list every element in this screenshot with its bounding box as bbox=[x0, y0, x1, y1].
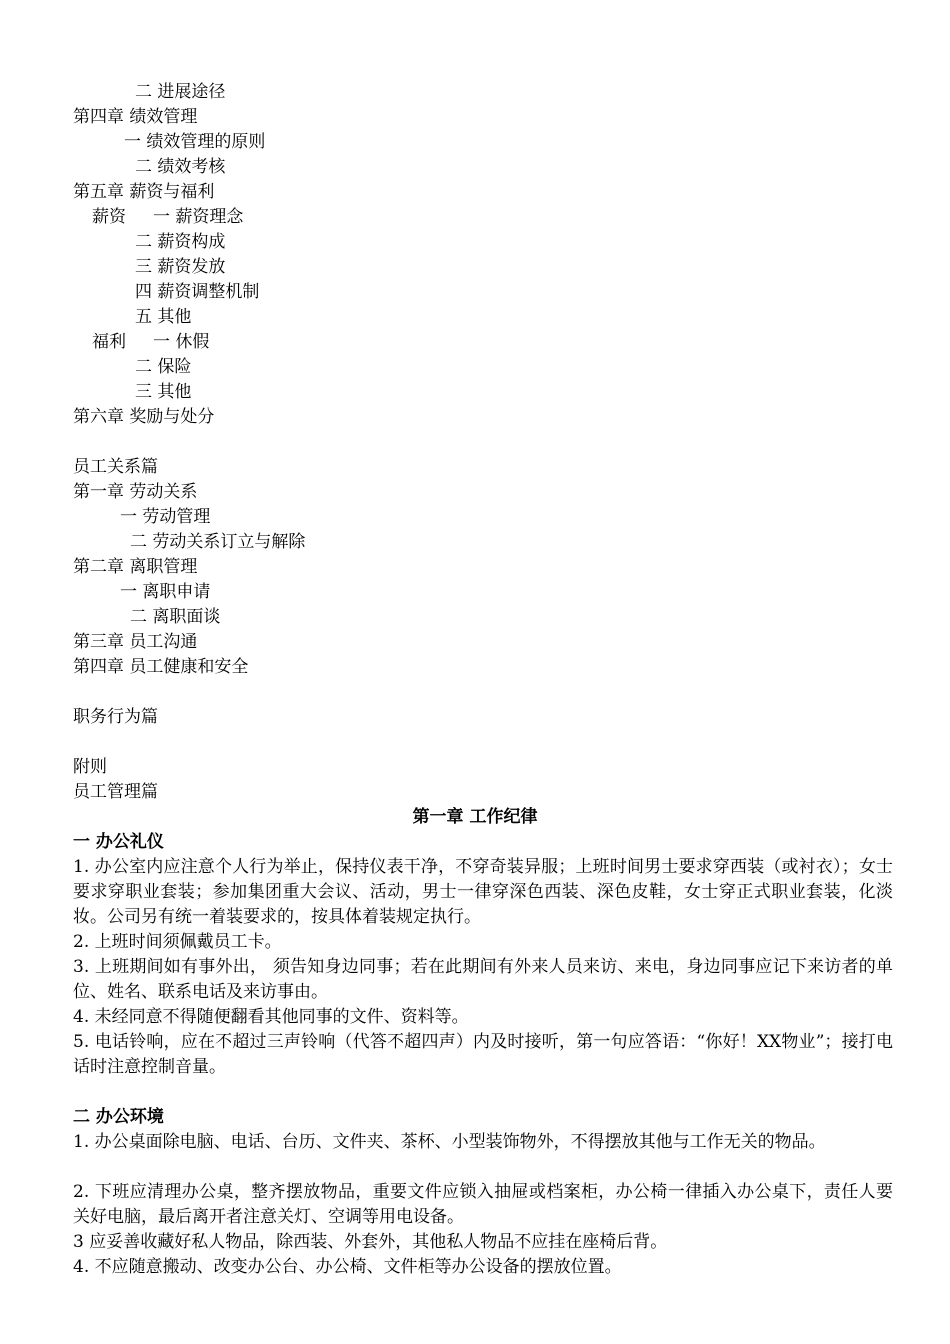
rule-item: 3 应妥善收藏好私人物品，除西装、外套外，其他私人物品不应挂在座椅后背。 bbox=[73, 1232, 668, 1252]
rule-item: 1. 办公室内应注意个人行为举止，保持仪表干净，不穿奇装异服；上班时间男士要求穿西装（或衬衣）；女士要求穿职业套装；参加集团重大会议、活动，男士一律穿深色西装、深色皮鞋，女士穿正式职业套装，化淡妆。公司另有统一着装要求的，按具体着装规定执行。 bbox=[73, 857, 893, 927]
toc-line: 四 薪资调整机制 bbox=[135, 282, 260, 302]
section-heading: 二 办公环境 bbox=[73, 1107, 164, 1127]
toc-chapter: 第四章 员工健康和安全 bbox=[73, 657, 249, 677]
rule-item: 4. 未经同意不得随便翻看其他同事的文件、资料等。 bbox=[73, 1007, 469, 1027]
rule-item: 4. 不应随意搬动、改变办公台、办公椅、文件柜等办公设备的摆放位置。 bbox=[73, 1257, 622, 1277]
toc-chapter: 第三章 员工沟通 bbox=[73, 632, 198, 652]
rule-item: 1. 办公桌面除电脑、电话、台历、文件夹、茶杯、小型装饰物外，不得摆放其他与工作无关的物品。 bbox=[73, 1132, 826, 1152]
toc-chapter: 第四章 绩效管理 bbox=[73, 107, 198, 127]
toc-line: 一 劳动管理 bbox=[120, 507, 211, 527]
toc-line: 三 薪资发放 bbox=[135, 257, 226, 277]
toc-line: 二 绩效考核 bbox=[135, 157, 226, 177]
toc-line: 二 保险 bbox=[135, 357, 192, 377]
chapter-title: 第一章 工作纪律 bbox=[412, 807, 538, 827]
toc-line: 一 薪资理念 bbox=[153, 207, 244, 227]
rule-item: 2. 上班时间须佩戴员工卡。 bbox=[73, 932, 282, 952]
rule-item: 2. 下班应清理办公桌，整齐摆放物品，重要文件应锁入抽屉或档案柜，办公椅一律插入办公桌下，责任人要关好电脑，最后离开者注意关灯、空调等用电设备。 bbox=[73, 1182, 893, 1227]
toc-group-label: 福利 bbox=[92, 332, 126, 352]
toc-line: 一 离职申请 bbox=[120, 582, 211, 602]
toc-chapter: 第一章 劳动关系 bbox=[73, 482, 198, 502]
toc-line: 二 进展途径 bbox=[135, 82, 226, 102]
toc-part: 附则 bbox=[73, 757, 107, 777]
toc-part: 员工关系篇 bbox=[73, 457, 158, 477]
toc-line: 二 劳动关系订立与解除 bbox=[130, 532, 306, 552]
toc-line: 二 离职面谈 bbox=[130, 607, 221, 627]
rule-item: 3. 上班期间如有事外出， 须告知身边同事；若在此期间有外来人员来访、来电，身边同事应记下来访者的单位、姓名、联系电话及来访事由。 bbox=[73, 957, 893, 1002]
toc-line: 二 薪资构成 bbox=[135, 232, 226, 252]
toc-line: 五 其他 bbox=[135, 307, 192, 327]
toc-line: 一 休假 bbox=[153, 332, 210, 352]
toc-chapter: 第六章 奖励与处分 bbox=[73, 407, 215, 427]
toc-part: 员工管理篇 bbox=[73, 782, 158, 802]
rule-item: 5. 电话铃响，应在不超过三声铃响（代答不超四声）内及时接听，第一句应答语：“你好！XX物业”；接打电话时注意控制音量。 bbox=[73, 1032, 893, 1077]
toc-group-label: 薪资 bbox=[92, 207, 126, 227]
toc-line: 一 绩效管理的原则 bbox=[124, 132, 266, 152]
toc-chapter: 第五章 薪资与福利 bbox=[73, 182, 215, 202]
toc-chapter: 第二章 离职管理 bbox=[73, 557, 198, 577]
section-heading: 一 办公礼仪 bbox=[73, 832, 164, 852]
toc-part: 职务行为篇 bbox=[73, 707, 158, 727]
toc-line: 三 其他 bbox=[135, 382, 192, 402]
